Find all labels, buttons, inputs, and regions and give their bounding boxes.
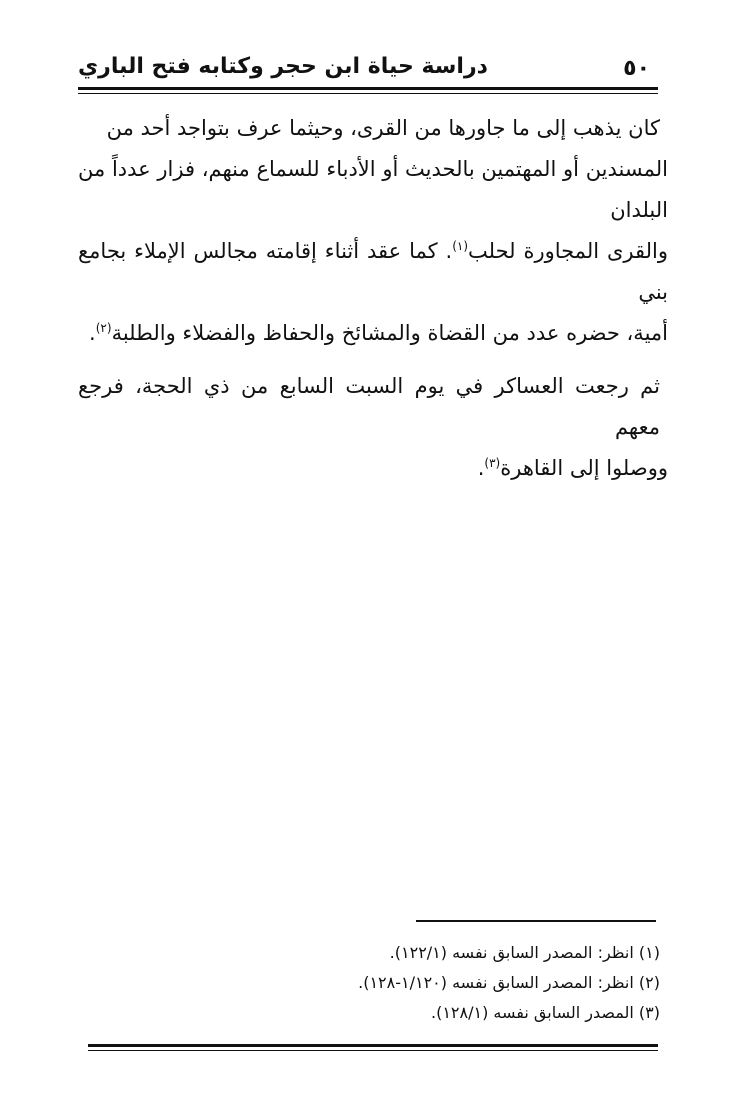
text-line: المسندين أو المهتمين بالحديث أو الأدباء للسماع منهم، فزار عدداً من البلدان [78, 157, 668, 222]
footnote: (٢) انظر: المصدر السابق نفسه (١/١٢٠-١٢٨). [358, 973, 660, 992]
footnotes [200, 938, 660, 1028]
main-text [78, 108, 668, 501]
footnote: (٣) المصدر السابق نفسه (١٢٨/١). [431, 1003, 660, 1022]
page-header [78, 52, 658, 92]
paragraph [78, 108, 668, 354]
header-rule-thin [78, 93, 658, 94]
text-line: ثم رجعت العساكر في يوم السبت السابع من ذي الحجة، فرجع معهم [78, 374, 660, 439]
text-line [78, 448, 668, 489]
text-segment: . [89, 321, 96, 345]
footnote: (١) انظر: المصدر السابق نفسه (١٢٢/١). [389, 943, 660, 962]
text-line: كان يذهب إلى ما جاورها من القرى، وحيثما عرف بتواجد أحد من [106, 116, 660, 140]
text-segment: والقرى المجاورة لحلب [468, 239, 668, 263]
text-segment: . كما عقد أثناء إقامته مجالس الإملاء بجامع بني [78, 239, 668, 304]
footnote-ref: (٣) [484, 456, 501, 470]
footnote-ref: (٢) [95, 321, 112, 335]
text-line [78, 231, 668, 313]
header-rule [78, 87, 658, 90]
text-segment: أمية، حضره عدد من القضاة والمشائخ والحفاظ والفضلاء والطلبة [111, 321, 668, 345]
bottom-rule [88, 1044, 658, 1047]
page-number: ٥٠ [623, 56, 650, 81]
paragraph [78, 366, 668, 489]
bottom-rule-thin [88, 1050, 658, 1051]
text-line [78, 313, 668, 354]
text-segment: ووصلوا إلى القاهرة [500, 456, 668, 480]
text-segment: . [477, 456, 485, 480]
running-title: دراسة حياة ابن حجر وكتابه فتح الباري [78, 54, 488, 79]
footnote-ref: (١) [452, 239, 469, 253]
footnote-separator [416, 920, 656, 922]
